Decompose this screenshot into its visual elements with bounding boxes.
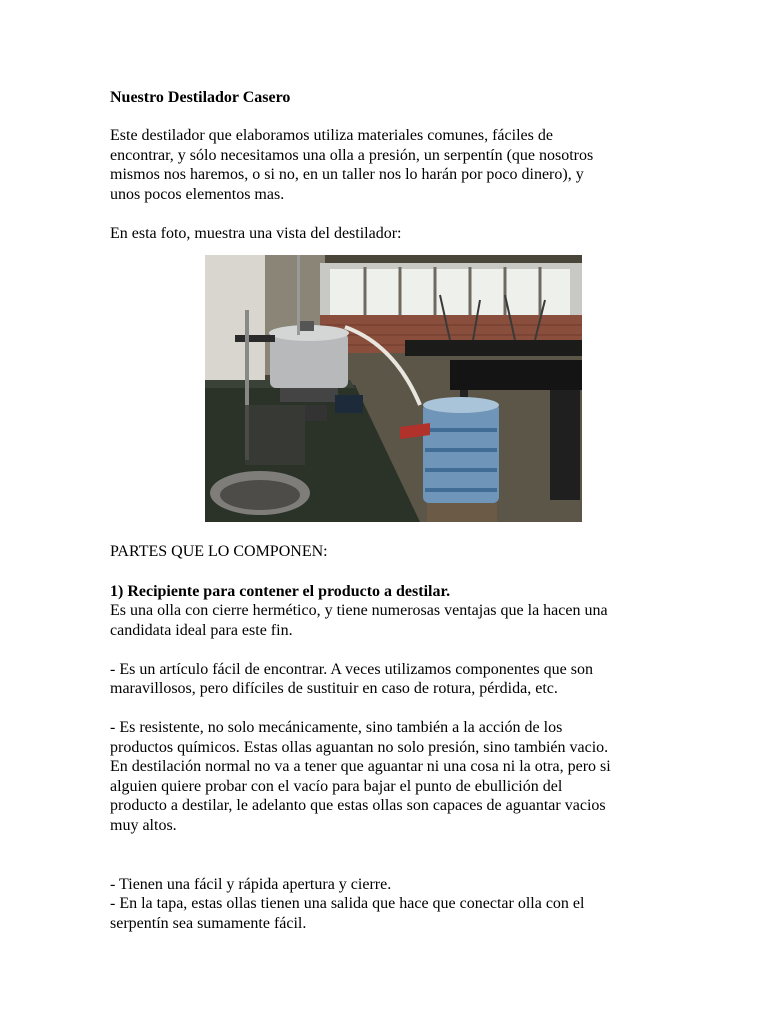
point2-line: - Es resistente, no solo mecánicamente, sino también a la acción de los <box>110 719 563 736</box>
point2-line: productos químicos. Estas ollas aguantan no solo presión, sino también vacio. <box>110 739 609 756</box>
part1-line: Es una olla con cierre hermético, y tiene numerosas ventajas que la hacen una <box>110 602 608 619</box>
point2-line: muy altos. <box>110 817 177 834</box>
point1-line: - Es un artículo fácil de encontrar. A veces utilizamos componentes que son <box>110 661 593 678</box>
part1-line: candidata ideal para este fin. <box>110 622 293 639</box>
part1-heading: 1) Recipiente para contener el producto a destilar. <box>110 583 451 600</box>
distiller-photo <box>205 255 582 522</box>
point2-line: En destilación normal no va a tener que aguantar ni una cosa ni la otra, pero si <box>110 758 611 775</box>
intro-line: encontrar, y sólo necesitamos una olla a presión, un serpentín (que nosotros <box>110 147 594 164</box>
point3-line: serpentín sea sumamente fácil. <box>110 915 307 932</box>
intro-line: unos pocos elementos mas. <box>110 186 285 203</box>
document-title: Nuestro Destilador Casero <box>110 89 291 106</box>
point3-line: - En la tapa, estas ollas tienen una salida que hace que conectar olla con el <box>110 895 585 912</box>
point1-line: maravillosos, pero difíciles de sustituir en caso de rotura, pérdida, etc. <box>110 680 558 697</box>
point2-line: producto a destilar, le adelanto que estas ollas son capaces de aguantar vacios <box>110 797 606 814</box>
intro-line: Este destilador que elaboramos utiliza materiales comunes, fáciles de <box>110 127 553 144</box>
point2-line: alguien quiere probar con el vacío para bajar el punto de ebullición del <box>110 778 563 795</box>
intro-line: mismos nos haremos, o si no, en un taller nos lo harán por poco dinero), y <box>110 166 584 183</box>
section-heading: PARTES QUE LO COMPONEN: <box>110 543 328 560</box>
point3-line: - Tienen una fácil y rápida apertura y cierre. <box>110 876 392 893</box>
photo-caption: En esta foto, muestra una vista del destilador: <box>110 225 402 242</box>
